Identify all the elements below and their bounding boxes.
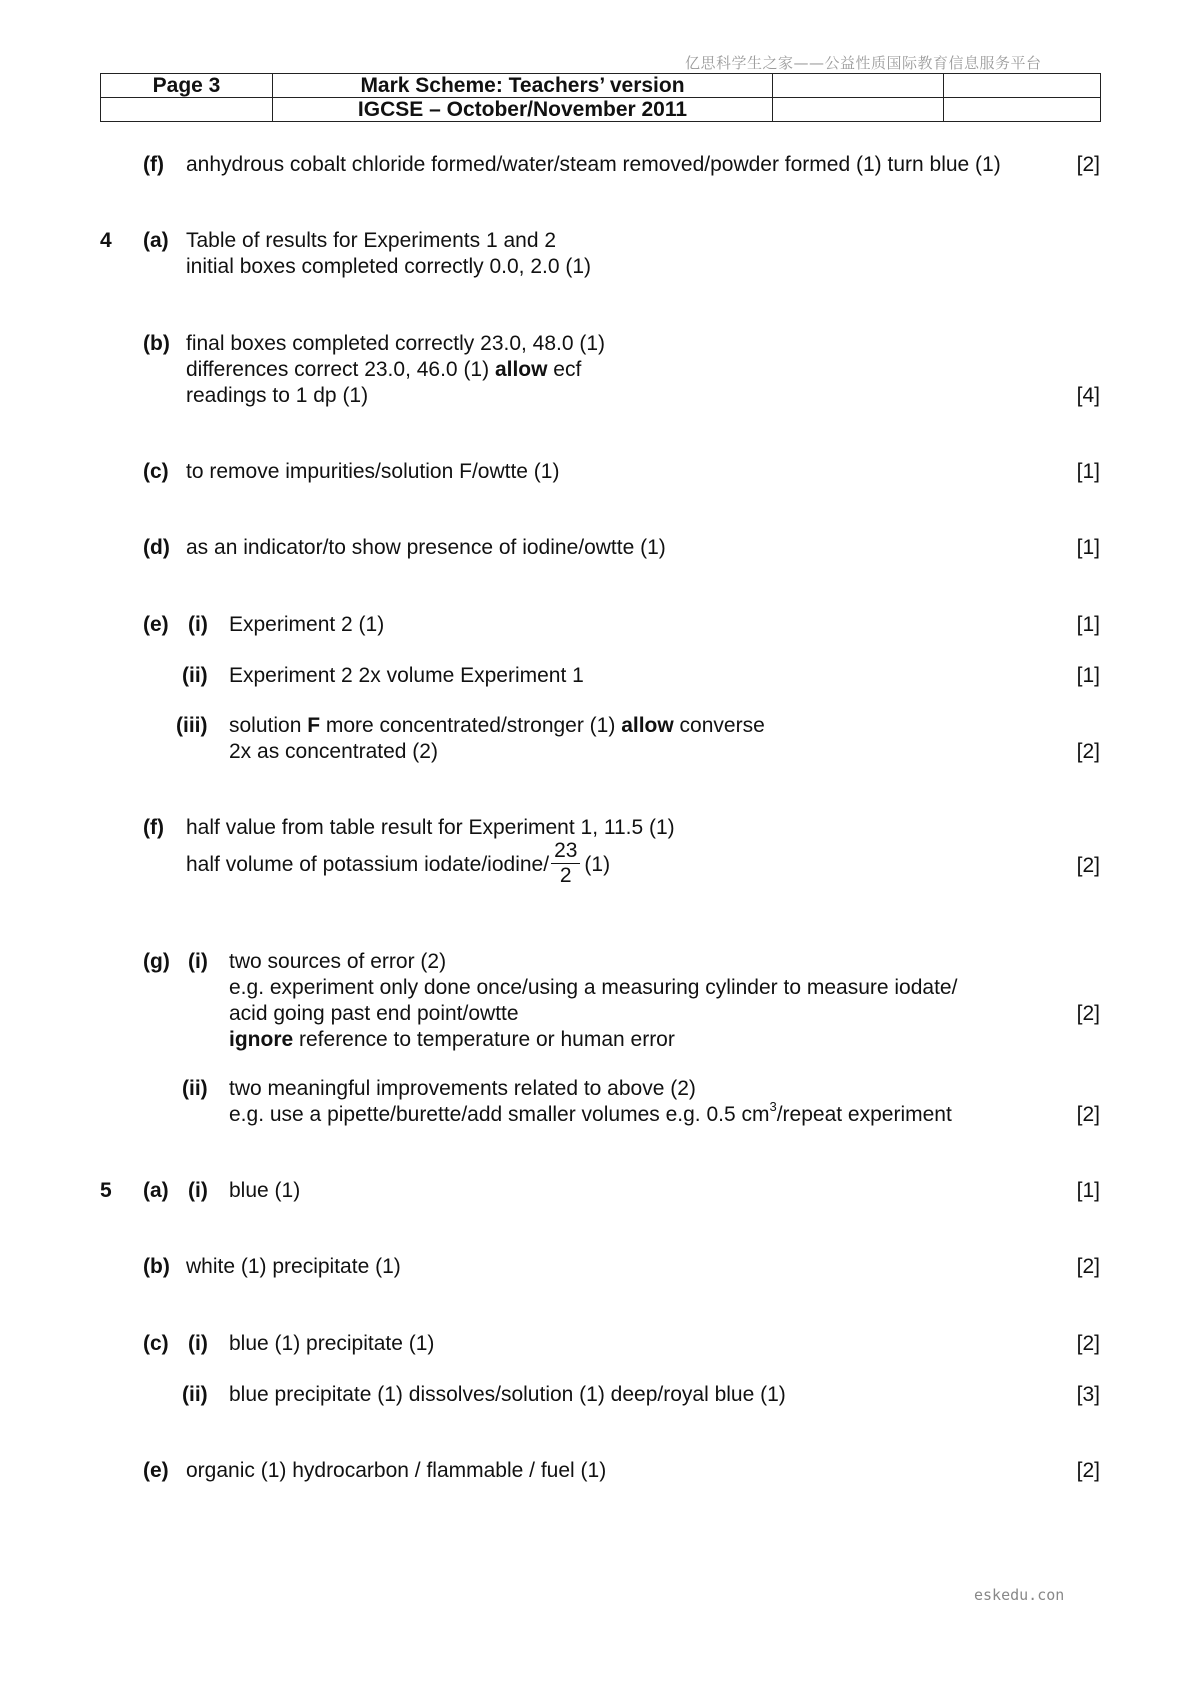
text-run: /repeat experiment — [776, 1103, 952, 1126]
watermark-text: 亿思科学生之家——公益性质国际教育信息服务平台 — [685, 54, 1042, 72]
part-label: (d) — [143, 536, 170, 559]
page-number: Page 3 — [101, 74, 273, 98]
answer-text: half value from table result for Experiment 1, 11.5 (1) — [186, 816, 675, 839]
answer-4f — [0, 815, 1190, 895]
bold-keyword: ignore — [229, 1028, 294, 1051]
answer-text: acid going past end point/owtte — [229, 1002, 519, 1025]
text-run: more concentrated/stronger (1) — [320, 714, 622, 737]
fraction-numerator: 23 — [551, 839, 580, 864]
mark: [2] — [1076, 740, 1100, 763]
text-run: ecf — [547, 358, 582, 381]
answer-4e-ii — [0, 663, 1190, 689]
bold-keyword: allow — [494, 358, 548, 381]
answer-3f — [0, 152, 1190, 178]
answer-text: blue (1) precipitate (1) — [229, 1332, 435, 1355]
text-run: converse — [673, 714, 765, 737]
answer-text: white (1) precipitate (1) — [186, 1255, 401, 1278]
answer-text — [229, 1027, 675, 1052]
answer-4a — [0, 228, 1190, 280]
syllabus-cell — [773, 74, 944, 98]
answer-5e — [0, 1458, 1190, 1484]
answer-text: readings to 1 dp (1) — [186, 384, 369, 407]
answer-text — [186, 357, 581, 382]
subpart-label: (ii) — [182, 664, 208, 687]
part-label: (c) — [143, 1332, 169, 1355]
answer-5c-i — [0, 1331, 1190, 1357]
answer-text: Experiment 2 (1) — [229, 613, 385, 636]
answer-5c-ii — [0, 1382, 1190, 1408]
answer-text: Experiment 2 2x volume Experiment 1 — [229, 664, 584, 687]
answer-text: Table of results for Experiments 1 and 2 — [186, 229, 557, 252]
answer-text: as an indicator/to show presence of iodine/owtte (1) — [186, 536, 666, 559]
answer-text — [186, 841, 610, 890]
mark: [1] — [1076, 664, 1100, 687]
answer-text — [229, 713, 765, 738]
mark: [2] — [1076, 153, 1100, 176]
subpart-label: (iii) — [176, 714, 208, 737]
part-label: (b) — [143, 1255, 170, 1278]
part-label: (f) — [143, 153, 164, 176]
document-title: Mark Scheme: Teachers’ version — [273, 74, 773, 98]
paper-cell — [944, 74, 1101, 98]
answer-4b — [0, 331, 1190, 409]
mark: [2] — [1076, 854, 1100, 877]
superscript: 3 — [769, 1099, 777, 1114]
answer-text: organic (1) hydrocarbon / flammable / fuel (1) — [186, 1459, 607, 1482]
answer-4e-i — [0, 612, 1190, 638]
answer-4d — [0, 535, 1190, 561]
mark: [2] — [1076, 1332, 1100, 1355]
text-run: half volume of potassium iodate/iodine/ — [186, 853, 550, 877]
mark: [1] — [1076, 1179, 1100, 1202]
empty-cell — [101, 98, 273, 122]
subpart-label: (i) — [188, 1179, 208, 1202]
part-label: (g) — [143, 950, 170, 973]
answer-5b — [0, 1254, 1190, 1280]
mark: [3] — [1076, 1383, 1100, 1406]
subpart-label: (i) — [188, 613, 208, 636]
answer-text: two meaningful improvements related to above (2) — [229, 1077, 696, 1100]
mark: [2] — [1076, 1002, 1100, 1025]
mark: [4] — [1076, 384, 1100, 407]
part-label: (f) — [143, 816, 164, 839]
mark: [2] — [1076, 1103, 1100, 1126]
watermark-footer: eskedu.con — [974, 1586, 1065, 1604]
answer-text — [229, 1099, 952, 1127]
answer-text: blue (1) — [229, 1179, 301, 1202]
subpart-label: (ii) — [182, 1077, 208, 1100]
bold-keyword: allow — [621, 714, 674, 737]
subpart-label: (i) — [188, 950, 208, 973]
mark: [1] — [1076, 536, 1100, 559]
subpart-label: (i) — [188, 1332, 208, 1355]
question-number: 4 — [100, 229, 112, 252]
part-label: (a) — [143, 1179, 169, 1202]
text-run: solution — [229, 714, 308, 737]
mark: [2] — [1076, 1255, 1100, 1278]
text-run: differences correct 23.0, 46.0 (1) — [186, 358, 495, 381]
mark: [1] — [1076, 460, 1100, 483]
fraction — [551, 839, 580, 888]
mark: [2] — [1076, 1459, 1100, 1482]
document-subtitle: IGCSE – October/November 2011 — [273, 98, 773, 122]
subpart-label: (ii) — [182, 1383, 208, 1406]
bold-keyword: F — [307, 714, 321, 737]
part-label: (b) — [143, 332, 170, 355]
fraction-denominator: 2 — [559, 864, 572, 887]
answer-text: 2x as concentrated (2) — [229, 740, 438, 763]
part-label: (c) — [143, 460, 169, 483]
part-label: (a) — [143, 229, 169, 252]
answer-4e-iii — [0, 713, 1190, 765]
answer-4c — [0, 459, 1190, 485]
answer-4g-i — [0, 949, 1190, 1053]
header-table — [100, 73, 1101, 122]
answer-5a-i — [0, 1178, 1190, 1204]
empty-cell — [944, 98, 1101, 122]
question-number: 5 — [100, 1179, 112, 1202]
text-run: e.g. use a pipette/burette/add smaller volumes e.g. 0.5 cm — [229, 1103, 770, 1126]
part-label: (e) — [143, 613, 169, 636]
part-label: (e) — [143, 1459, 169, 1482]
answer-text: e.g. experiment only done once/using a measuring cylinder to measure iodate/ — [229, 976, 958, 999]
text-run: (1) — [584, 853, 611, 877]
answer-text: to remove impurities/solution F/owtte (1) — [186, 460, 560, 483]
answer-text: blue precipitate (1) dissolves/solution (1) deep/royal blue (1) — [229, 1383, 786, 1406]
answer-4g-ii — [0, 1076, 1190, 1128]
answer-text: anhydrous cobalt chloride formed/water/steam removed/powder formed (1) turn blue (1) — [186, 153, 1001, 176]
answer-text: initial boxes completed correctly 0.0, 2.0 (1) — [186, 255, 592, 278]
answer-text: final boxes completed correctly 23.0, 48.0 (1) — [186, 332, 606, 355]
empty-cell — [773, 98, 944, 122]
mark: [1] — [1076, 613, 1100, 636]
text-run: reference to temperature or human error — [293, 1028, 675, 1051]
answer-text: two sources of error (2) — [229, 950, 447, 973]
